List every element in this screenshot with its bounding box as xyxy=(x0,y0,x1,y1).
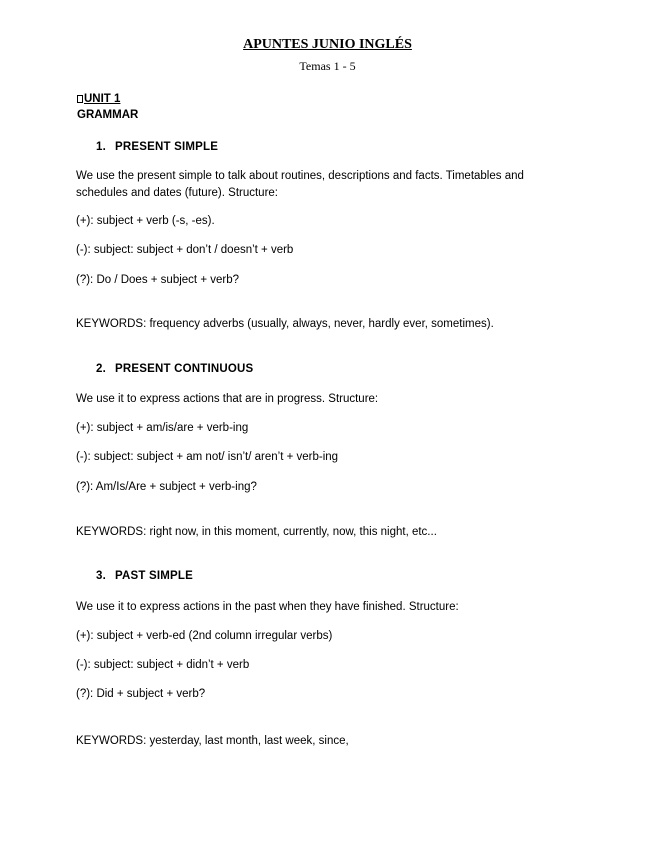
section-title: PRESENT SIMPLE xyxy=(115,141,219,153)
structure-negative: (-): subject: subject + am not/ isn’t/ aren’t + verb-ing xyxy=(76,451,339,463)
section-intro: We use the present simple to talk about routines, descriptions and facts. Timetables and schedules and dates (future). Structure: xyxy=(76,170,524,199)
section-title: PRESENT CONTINUOUS xyxy=(115,363,254,375)
section-heading-present-simple xyxy=(96,141,218,153)
unit-heading xyxy=(77,93,120,105)
section-number: 3. xyxy=(96,570,106,582)
structure-negative: (-): subject: subject + didn’t + verb xyxy=(76,659,250,671)
checkbox-bullet-icon xyxy=(77,95,83,103)
grammar-label: GRAMMAR xyxy=(77,109,139,121)
keywords-line: KEYWORDS: yesterday, last month, last week, since, xyxy=(76,735,349,747)
document-subtitle: Temas 1 - 5 xyxy=(299,59,356,73)
section-heading-past-simple xyxy=(96,570,193,582)
document-title: APUNTES JUNIO INGLÉS xyxy=(243,37,412,52)
section-number: 1. xyxy=(96,141,106,153)
unit-label: UNIT 1 xyxy=(84,93,121,105)
section-number: 2. xyxy=(96,363,106,375)
keywords-line: KEYWORDS: frequency adverbs (usually, always, never, hardly ever, sometimes). xyxy=(76,318,494,330)
structure-positive: (+): subject + am/is/are + verb-ing xyxy=(76,422,249,434)
structure-question: (?): Did + subject + verb? xyxy=(76,688,206,700)
section-intro: We use it to express actions that are in progress. Structure: xyxy=(76,393,379,405)
keywords-line: KEYWORDS: right now, in this moment, currently, now, this night, etc... xyxy=(76,526,437,538)
structure-positive: (+): subject + verb-ed (2nd column irregular verbs) xyxy=(76,630,333,642)
section-heading-present-continuous xyxy=(96,363,253,375)
structure-negative: (-): subject: subject + don’t / doesn’t + verb xyxy=(76,244,294,256)
structure-question: (?): Am/Is/Are + subject + verb-ing? xyxy=(76,481,257,493)
structure-positive: (+): subject + verb (-s, -es). xyxy=(76,215,215,227)
structure-question: (?): Do / Does + subject + verb? xyxy=(76,274,239,286)
section-title: PAST SIMPLE xyxy=(115,570,194,582)
section-intro: We use it to express actions in the past when they have finished. Structure: xyxy=(76,601,459,613)
